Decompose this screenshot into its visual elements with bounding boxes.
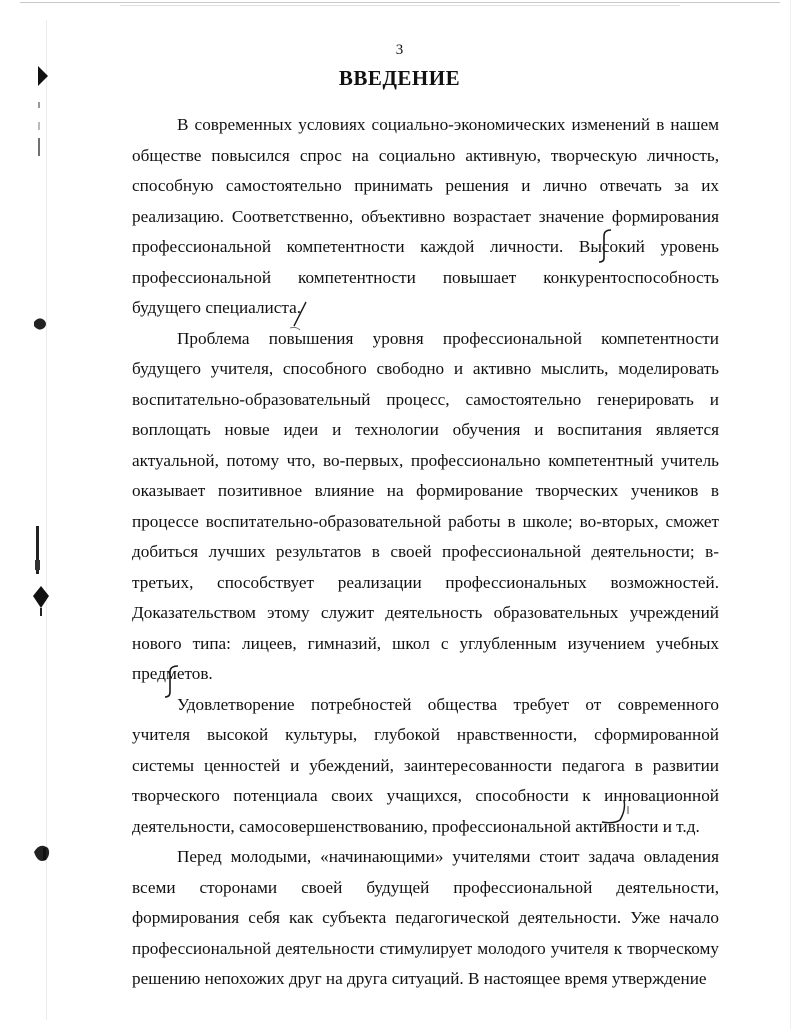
scan-edge-line bbox=[120, 5, 680, 6]
page-title: ВВЕДЕНИЕ bbox=[338, 66, 461, 90]
scan-margin-line bbox=[790, 0, 791, 1029]
scan-margin-line bbox=[46, 20, 47, 1020]
page-number: 3 bbox=[395, 42, 404, 58]
paragraph-4: Перед молодыми, «начинающими» учителями стоит задача овладения всеми сторонами своей будущей профессиональной деятельности, формирования себя как субъекта педагогической деятельности. Уже начало профессиональной деятельности стимулирует молодого учителя к творческому решению непохожих друг на друга ситуаций. В настоящее время утверждение bbox=[132, 847, 719, 988]
margin-scan-artifacts bbox=[30, 60, 60, 960]
paragraph-3: Удовлетворение потребностей общества требует от современного учителя высокой культуры, глубокой нравственности, сформированной системы ценностей и убеждений, заинтересованности педагога в развитии творческого потенциала своих учащихся, способности к инновационной деятельности, самосовершенствованию, профессиональной активности и т.д. bbox=[132, 694, 719, 836]
paragraph-1: В современных условиях социально-экономических изменений в нашем обществе повысился спрос на социально активную, творческую личность, способную самостоятельно принимать решения и лично отвечать за их реализацию. Соответственно, объективно возрастает значение формирования профессиональной компетентности каждой личности. Высокий уровень профессиональной компетентности повышает конкурентоспособность будущего специалиста. bbox=[132, 115, 719, 317]
paragraph-2: Проблема повышения уровня профессиональной компетентности будущего учителя, способного свободно и активно мыслить, моделировать воспитательно-образовательный процесс, самостоятельно генерировать и воплощать новые идеи и технологии обучения и воспитания является актуальной, потому что, во-первых, профессионально компетентный учитель оказывает позитивное влияние на формирование творческих учеников в процессе воспитательно-образовательной работы в школе; во-вторых, сможет добиться лучших результатов в своей профессиональной деятельности; в-третьих, способствует реализации профессиональных возможностей. Доказательством этому служит деятельность образовательных учреждений нового типа: лицеев, гимназий, школ с углубленным изучением учебных предметов. bbox=[132, 328, 719, 683]
body-text bbox=[132, 110, 719, 995]
scan-edge-line bbox=[20, 2, 780, 3]
